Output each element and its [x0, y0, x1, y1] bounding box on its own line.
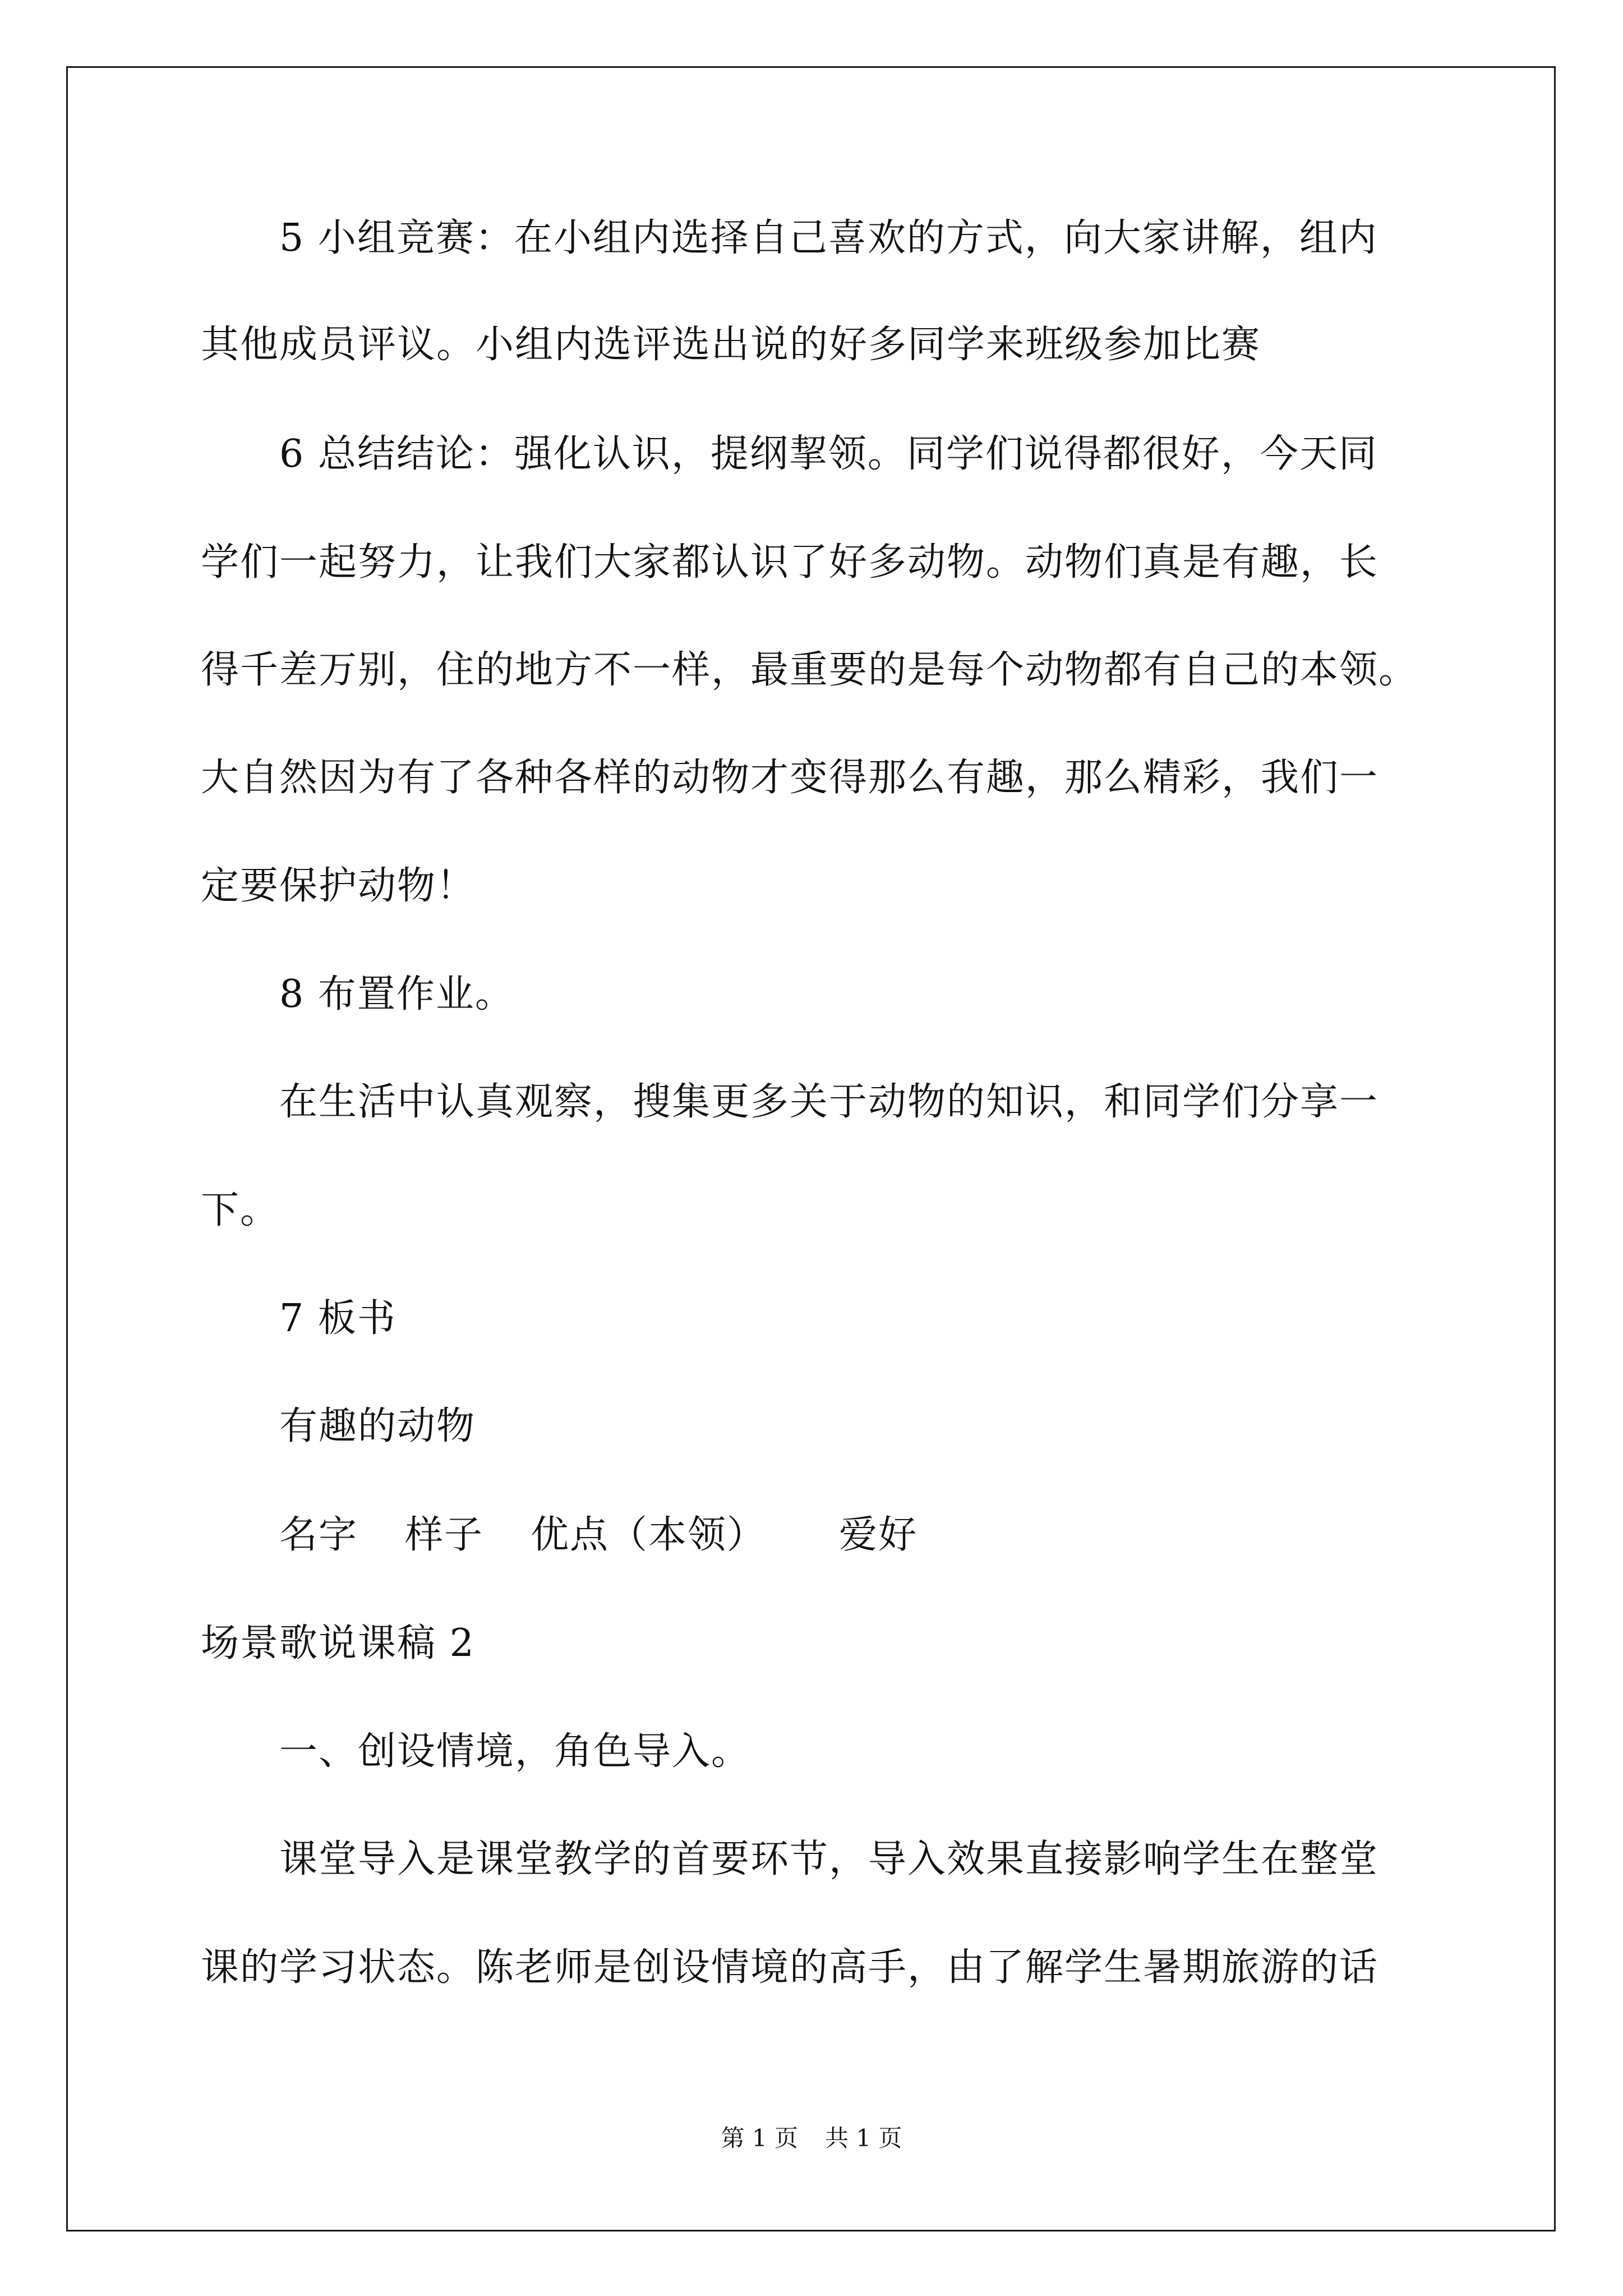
- page-footer: [0, 2123, 1623, 2154]
- page-border: [66, 66, 1556, 2231]
- board-item: 名字: [279, 1513, 358, 1557]
- paragraph-line: 得千差万别，住的地方不一样，最重要的是每个动物都有自己的本领。: [201, 648, 1418, 692]
- board-item: 优点（本领）: [531, 1513, 767, 1557]
- paragraph-line: 课的学习状态。陈老师是创设情境的高手，由了解学生暑期旅游的话: [201, 1945, 1379, 1990]
- paragraph-line: 大自然因为有了各种各样的动物才变得那么有趣，那么精彩，我们一: [201, 756, 1379, 800]
- paragraph-line: 5 小组竞赛：在小组内选择自己喜欢的方式，向大家讲解，组内: [279, 216, 1378, 260]
- board-item: 爱好: [839, 1513, 918, 1557]
- paragraph-line: 学们一起努力，让我们大家都认识了好多动物。动物们真是有趣，长: [201, 540, 1379, 585]
- document-subtitle: 场景歌说课稿 2: [201, 1621, 475, 1665]
- page-number-total: 共 1 页: [825, 2124, 902, 2152]
- paragraph-line: 8 布置作业。: [279, 972, 514, 1016]
- section-heading: 一、创设情境，角色导入。: [279, 1729, 751, 1774]
- section-heading: 7 板书: [279, 1296, 396, 1341]
- board-items-row: [279, 1510, 917, 1561]
- paragraph-line: 6 总结结论：强化认识，提纲挈领。同学们说得都很好，今天同: [279, 432, 1378, 476]
- paragraph-line: 课堂导入是课堂教学的首要环节，导入效果直接影响学生在整堂: [279, 1837, 1379, 1881]
- paragraph-line: 其他成员评议。小组内选评选出说的好多同学来班级参加比赛: [201, 323, 1261, 367]
- paragraph-line: 在生活中认真观察，搜集更多关于动物的知识，和同学们分享一: [279, 1080, 1379, 1124]
- paragraph-line: 定要保护动物！: [201, 864, 476, 908]
- paragraph-line: 下。: [201, 1188, 280, 1232]
- board-item: 样子: [405, 1513, 484, 1557]
- page-number-current: 第 1 页: [721, 2124, 798, 2152]
- board-title: 有趣的动物: [279, 1404, 476, 1448]
